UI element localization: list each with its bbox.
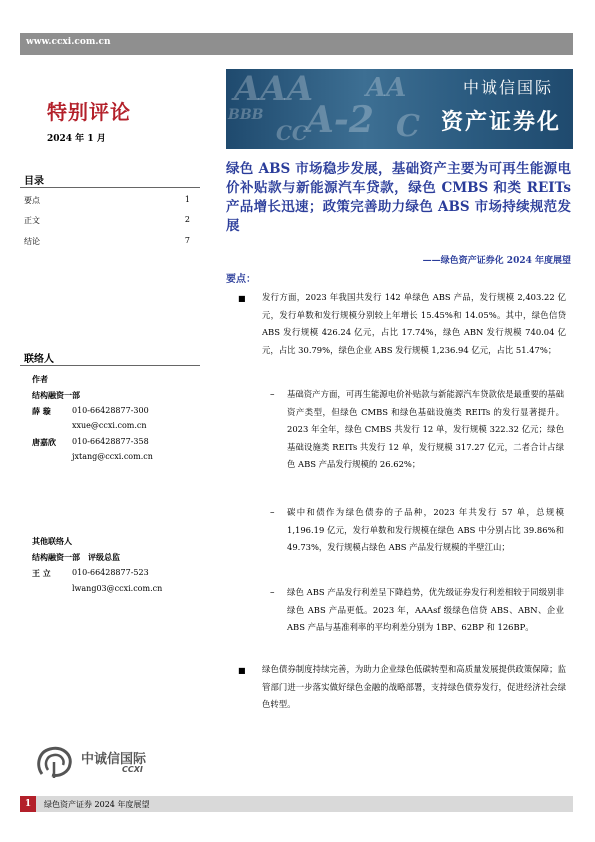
banner-brand: 中诚信国际 — [462, 78, 553, 97]
summary-bullet: 绿色债券制度持续完善，为助力企业绿色低碳转型和高质量发展提供政策保障；监管部门进一步落实做好绿色金融的战略部署，支持绿色债券发行，促进经济社会绿色转型。 — [262, 664, 566, 710]
dash-icon: – — [270, 508, 275, 518]
toc-item-label: 结论 — [24, 237, 40, 246]
dash-icon: – — [270, 588, 275, 598]
logo-name: 中诚信国际 — [81, 752, 147, 767]
author-name: 唐嘉欣 — [32, 437, 56, 447]
toc-item-label: 正文 — [24, 216, 40, 225]
ccxi-logo-icon — [34, 744, 76, 780]
summary-sub-item: 碳中和债作为绿色债券的子品种，2023 年共发行 57 单，总规模 1,196.19 亿元，发行单数和发行规模在绿色 ABS 中分别占比 39.86%和 49.73%，发行规模占绿色 ABS 产品发行规模的半壁江山； — [287, 507, 564, 553]
report-type-title: 特别评论 — [47, 100, 131, 124]
toc-item[interactable] — [24, 215, 190, 226]
banner-deco: AA — [366, 73, 407, 103]
top-bar — [20, 33, 573, 55]
contact-email[interactable]: lwang03@ccxi.com.cn — [72, 584, 163, 593]
toc-divider — [20, 187, 200, 188]
toc-item-label: 要点 — [24, 196, 40, 205]
banner-deco: AAA — [234, 69, 314, 109]
banner-deco: BBB — [228, 107, 264, 123]
author-phone: 010-66428877-300 — [72, 406, 149, 415]
dash-icon: – — [270, 390, 275, 400]
headline: 绿色 ABS 市场稳步发展，基础资产主要为可再生能源电价补贴款与新能源汽车贷款，绿色 CMBS 和类 REITs 产品增长迅速；政策完善助力绿色 ABS 市场持续规范发展 — [226, 161, 571, 234]
contacts-divider — [20, 365, 200, 366]
contact-phone: 010-66428877-523 — [72, 568, 149, 577]
report-subtitle: ——绿色资产证券化 2024 年度展望 — [422, 256, 571, 266]
page-number: 1 — [20, 796, 36, 812]
footer-title: 绿色资产证券 2024 年度展望 — [44, 800, 150, 809]
author-name: 薛 璇 — [32, 406, 51, 416]
author-email[interactable]: xxue@ccxi.com.cn — [72, 421, 147, 430]
toc-item-page: 7 — [184, 236, 190, 245]
bullet-icon: ■ — [238, 294, 246, 303]
authors-label: 作者 — [32, 374, 48, 384]
banner-deco: A-2 — [306, 99, 374, 141]
site-url[interactable]: www.ccxi.com.cn — [26, 37, 111, 47]
toc-item-page: 2 — [184, 215, 190, 224]
toc-item[interactable] — [24, 236, 190, 247]
toc-item[interactable] — [24, 195, 190, 206]
banner-deco: CC — [276, 121, 308, 145]
summary-title: 要点： — [226, 274, 256, 285]
dept-label: 结构融资一部 评级总监 — [32, 552, 120, 562]
banner-subtitle: 资产证券化 — [440, 109, 561, 135]
logo-en: CCXI — [122, 765, 143, 774]
toc-item-page: 1 — [184, 195, 190, 204]
author-email[interactable]: jxtang@ccxi.com.cn — [72, 452, 153, 461]
contact-name: 王 立 — [32, 568, 51, 578]
banner-deco: C — [396, 109, 420, 144]
toc-title: 目录 — [24, 176, 44, 187]
dept-label: 结构融资一部 — [32, 390, 80, 400]
other-contacts-label: 其他联络人 — [32, 536, 72, 546]
banner — [226, 69, 573, 149]
summary-sub-item: 绿色 ABS 产品发行利差呈下降趋势，优先级证券发行利差相较于同级别非绿色 ABS 产品更低。2023 年，AAAsf 级绿色信贷 ABS、ABN、企业 ABS 产品与基准利率的平均利差分别为 1BP、62BP 和 126BP。 — [287, 587, 564, 633]
author-phone: 010-66428877-358 — [72, 437, 149, 446]
bullet-icon: ■ — [238, 666, 246, 675]
summary-sub-item: 基础资产方面，可再生能源电价补贴款与新能源汽车贷款依是最重要的基础资产类型，但绿色 CMBS 和绿色基础设施类 REITs 的发行显著提升。2023 年全年，绿色 CMBS 共发行 12 单，发行规模 322.32 亿元；绿色基础设施类 REITs 共发行 12 单，发行规模 317.27 亿元，二者合计占绿色 ABS 产品发行规模的 26.62%； — [287, 389, 564, 470]
contacts-title: 联络人 — [24, 354, 54, 365]
summary-bullet: 发行方面，2023 年我国共发行 142 单绿色 ABS 产品，发行规模 2,403.22 亿元，发行单数和发行规模分别较上年增长 15.45%和 14.05%。其中，绿色信贷 ABS 发行规模 426.24 亿元，占比 17.74%，绿色 ABN 发行规模 740.04 亿元，占比 30.79%，绿色企业 ABS 发行规模 1,236.94 亿元，占比 51.47%； — [262, 292, 566, 355]
report-date: 2024 年 1 月 — [47, 134, 106, 144]
